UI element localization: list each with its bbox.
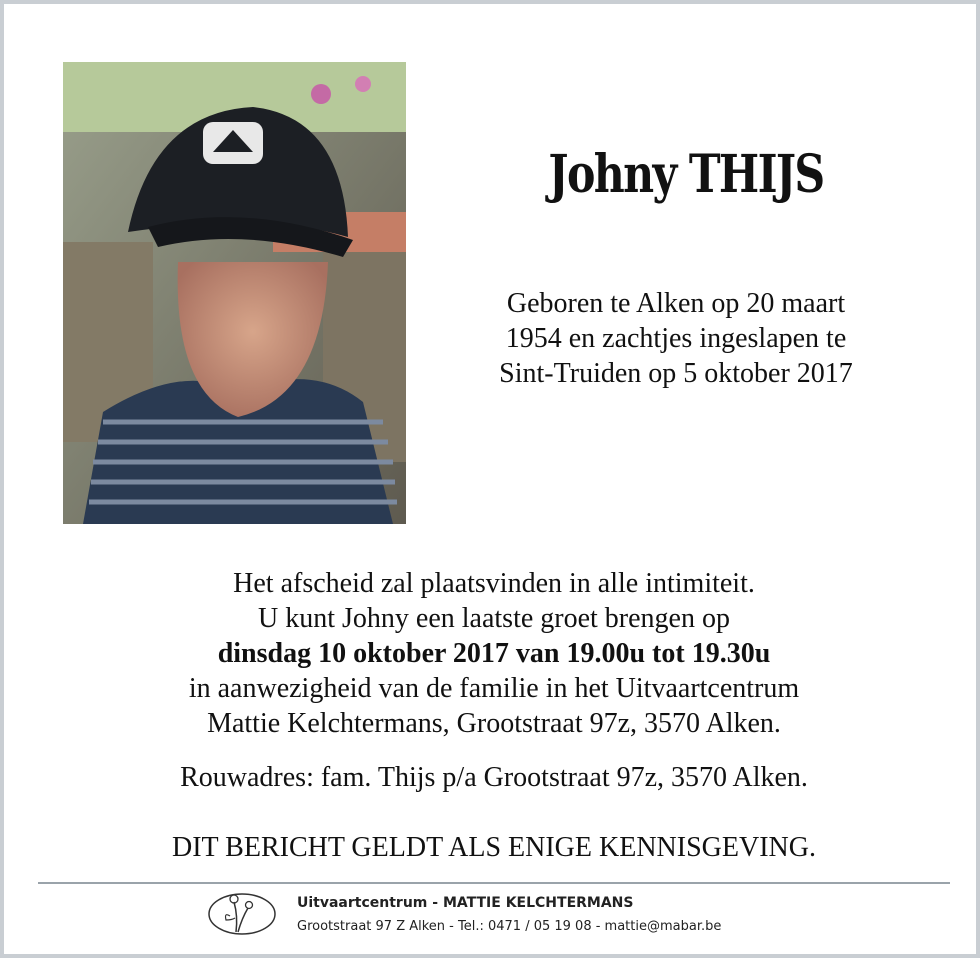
flower-logo-icon	[206, 890, 278, 936]
funeral-home-name: Uitvaartcentrum - MATTIE KELCHTERMANS	[297, 895, 634, 911]
announcement-line: in aanwezigheid van de familie in het Uitvaartcentrum	[188, 673, 800, 704]
birth-line: Geboren te Alken op 20 maart	[506, 288, 846, 319]
deceased-name: Johny THIJS	[548, 144, 824, 205]
birth-line: Sint-Truiden op 5 oktober 2017	[499, 358, 853, 389]
funeral-home-contact: Grootstraat 97 Z Alken - Tel.: 0471 / 05 19 08 - mattie@mabar.be	[297, 919, 722, 934]
birth-death-info	[444, 286, 908, 391]
sole-notice: DIT BERICHT GELDT ALS ENIGE KENNISGEVING.	[172, 832, 816, 863]
visitation-datetime: dinsdag 10 oktober 2017 van 19.00u tot 19.30u	[217, 638, 771, 669]
portrait-photo	[63, 62, 406, 524]
mourning-address: Rouwadres: fam. Thijs p/a Grootstraat 97z, 3570 Alken.	[180, 762, 808, 793]
divider	[38, 882, 950, 884]
birth-line: 1954 en zachtjes ingeslapen te	[505, 323, 847, 354]
announcement-line: U kunt Johny een laatste groet brengen op	[258, 603, 730, 634]
announcement-line: Het afscheid zal plaatsvinden in alle intimiteit.	[233, 568, 755, 599]
announcement-line: Mattie Kelchtermans, Grootstraat 97z, 3570 Alken.	[207, 708, 781, 739]
farewell-announcement	[44, 566, 944, 741]
